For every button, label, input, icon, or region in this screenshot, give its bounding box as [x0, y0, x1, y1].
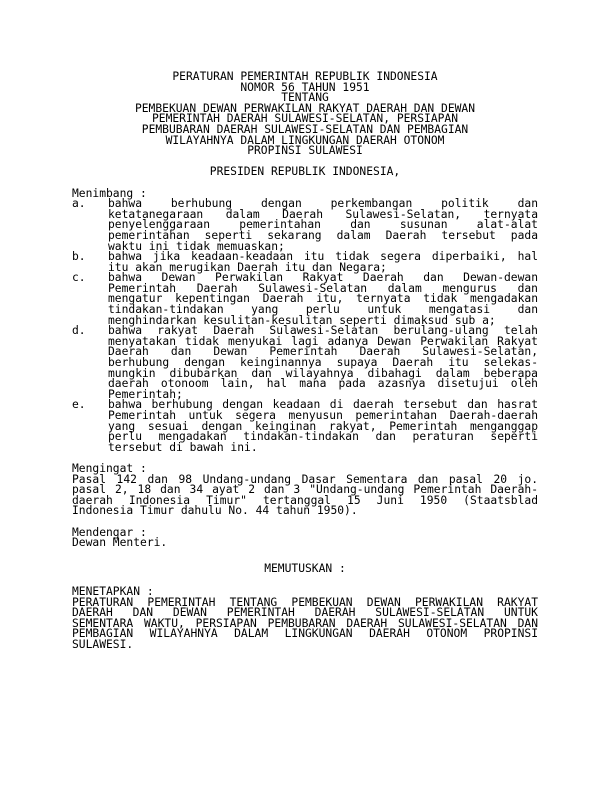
title-line-6: PEMBUBARAN DAERAH SULAWESI-SELATAN DAN PEMBAGIAN	[141, 122, 469, 136]
menimbang-heading: Menimbang :	[72, 186, 147, 200]
mendengar-heading: Mendengar :	[72, 525, 147, 539]
text-line: PERATURAN PEMERINTAH TENTANG PEMBEKUAN DEWAN PERWAKILAN RAKYAT	[72, 595, 538, 609]
text-line: penyelenggaraan pemerintahan dan susunan alat-alat	[108, 218, 538, 232]
title-line-1: PERATURAN PEMERINTAH REPUBLIK INDONESIA	[172, 70, 438, 83]
text-line: mungkin dibubarkan dan wilayahnya dibahagi dalam beberapa	[108, 366, 538, 380]
document-page	[72, 72, 538, 650]
title-line-2: NOMOR 56 TAHUN 1951	[240, 80, 370, 94]
title-line-3: TENTANG	[281, 91, 329, 105]
text-line: ketatanegaraan dalam Daerah Sulawesi-Selatan, ternyata	[108, 207, 538, 221]
text-line: bahwa Dewan Perwakilan Rakyat Daerah dan Dewan-dewan	[108, 271, 538, 285]
title-line-5: PEMERINTAH DAERAH SULAWESI-SELATAN, PERSIAPAN	[151, 112, 459, 126]
text-line: waktu ini tidak memuaskan;	[108, 239, 285, 253]
mengingat-heading: Mengingat :	[72, 461, 147, 475]
text-line: tindakan-tindakan yang perlu untuk mengatasi dan	[108, 303, 538, 317]
text-line: daerah otonoom lain, hal mana pada azasnya disetujui oleh	[108, 377, 538, 391]
item-label: e.	[72, 398, 86, 412]
menimbang-section	[72, 186, 538, 454]
text-line: Pemerintah untuk segera menyusun pemerintahan Daerah-daerah	[108, 409, 538, 422]
title-line-7: WILAYAHNYA DALAM LINGKUNGAN DAERAH OTONOM	[165, 133, 445, 147]
menimbang-item-b	[72, 252, 538, 273]
text-line: daerah Indonesia Timur" tertanggal 15 Juni 1950 (Staatsblad	[72, 493, 538, 507]
menetapkan-heading: MENETAPKAN :	[72, 584, 154, 598]
text-line: pasal 2, 18 dan 34 ayat 2 dan 3 "Undang-undang Pemerintah Daerah-	[72, 483, 538, 497]
text-line: menyatakan tidak menyukai lagi adanya Dewan Perwakilan Rakyat	[108, 334, 538, 348]
text-line: itu akan merugikan Daerah itu dan Negara;	[108, 260, 387, 274]
text-line: DAERAH DAN DEWAN PEMERINTAH DAERAH SULAWESI-SELATAN UNTUK	[72, 606, 538, 620]
menimbang-item-e	[72, 400, 538, 453]
menetapkan-section	[72, 584, 538, 651]
menimbang-item-c	[72, 273, 538, 326]
menimbang-item-a	[72, 199, 538, 252]
text-line: Daerah dan Dewan Pemerintah Daerah Sulawesi-Selatan,	[108, 345, 538, 359]
text-line: SEMENTARA WAKTU, PERSIAPAN PEMBUBARAN DAERAH SULAWESI-SELATAN DAN	[72, 616, 538, 630]
item-label: d.	[72, 324, 86, 338]
text-line: bahwa rakyat Daerah Sulawesi-Selatan berulang-ulang telah	[108, 324, 538, 338]
text-line: yang sesuai dengan keinginan rakyat, Pemerintah menganggap	[108, 419, 538, 433]
text-line: bahwa jika keadaan-keadaan itu tidak segera diperbaiki, hal	[108, 250, 538, 264]
text-line: tersebut di bawah ini.	[108, 440, 258, 454]
text-line: Indonesia Timur dahulu No. 44 tahun 1950).	[72, 504, 358, 518]
mengingat-section	[72, 461, 538, 518]
text-line: Dewan Menteri.	[72, 536, 168, 550]
text-line: PEMBAGIAN WILAYAHNYA DALAM LINGKUNGAN DAERAH OTONOM PROPINSI	[72, 627, 538, 641]
menimbang-item-d	[72, 326, 538, 400]
text-line: mengatur kepentingan Daerah itu, ternyata tidak mengadakan	[108, 292, 538, 306]
text-line: SULAWESI.	[72, 637, 134, 651]
item-label: c.	[72, 271, 86, 285]
document-title	[72, 72, 538, 157]
text-line: bahwa berhubung dengan perkembangan politik dan	[108, 197, 538, 211]
mendengar-section	[72, 525, 538, 550]
text-line: Pasal 142 dan 98 Undang-undang Dasar Sementara dan pasal 20 jo.	[72, 472, 538, 486]
item-label: b.	[72, 250, 86, 264]
title-line-4: PEMBEKUAN DEWAN PERWAKILAN RAKYAT DAERAH DAN DEWAN	[134, 101, 476, 115]
text-line: bahwa berhubung dengan keadaan di daerah tersebut dan hasrat	[108, 398, 538, 412]
text-line: perlu mengadakan tindakan-tindakan dan peraturan seperti	[108, 430, 538, 444]
text-line: berhubung dengan keinginannya supaya Daerah itu selekas-	[108, 356, 538, 370]
text-line: menghindarkan kesulitan-kesulitan seperti dimaksud sub a;	[108, 313, 496, 327]
president-line: PRESIDEN REPUBLIK INDONESIA,	[209, 165, 401, 179]
text-line: Pemerintah Daerah Sulawesi-Selatan dalam mengurus dan	[108, 281, 538, 295]
memutuskan-heading: MEMUTUSKAN :	[264, 562, 346, 576]
text-line: Pemerintah;	[108, 387, 183, 401]
text-line: pemerintahan seperti sekarang dalam Daerah tersebut pada	[108, 228, 538, 242]
title-line-8: PROPINSI SULAWESI	[247, 144, 363, 158]
item-label: a.	[72, 197, 86, 211]
